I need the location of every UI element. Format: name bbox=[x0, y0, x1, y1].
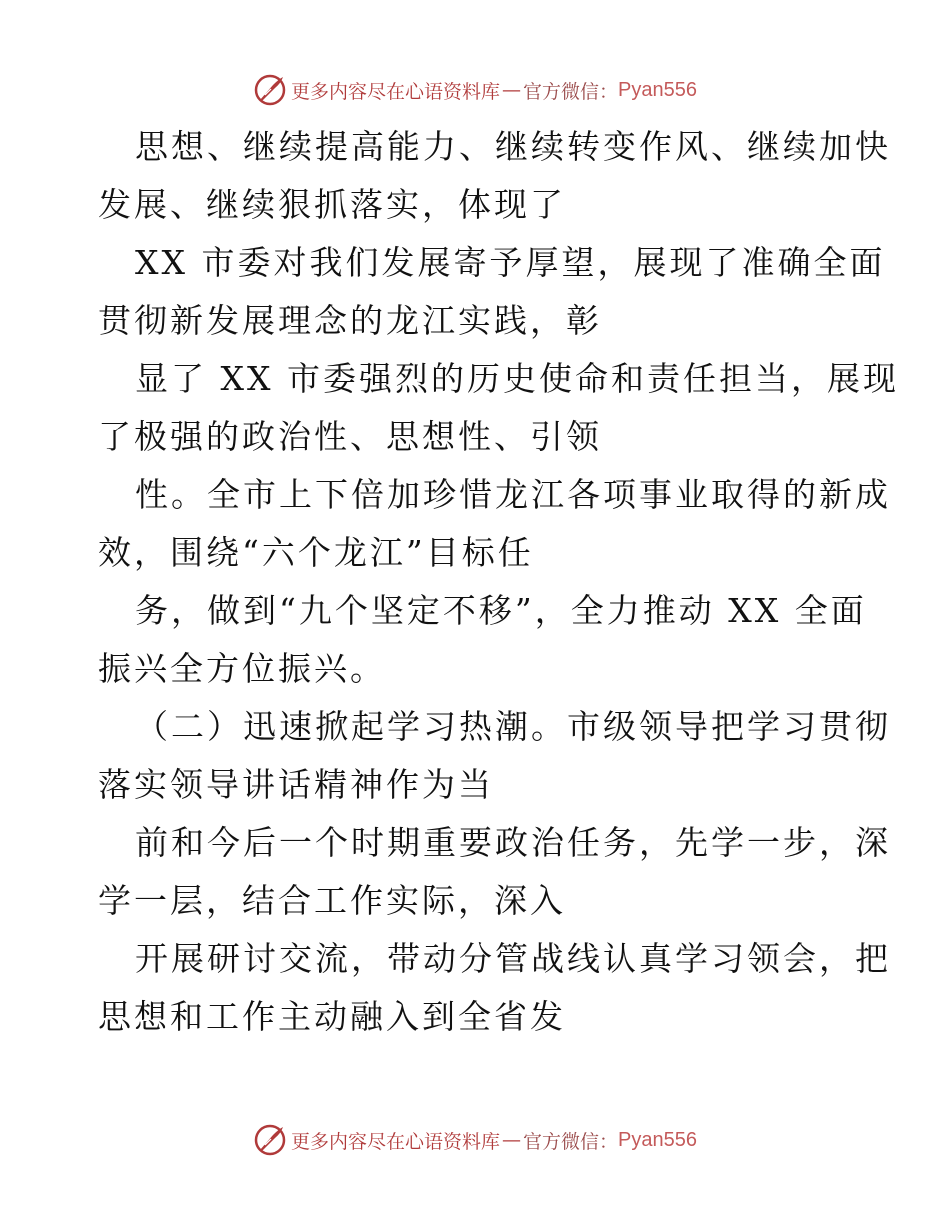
header-site-text: 更多内容尽在心语资料库 bbox=[291, 80, 501, 103]
body-line: 显了 XX 市委强烈的历史使命和责任担当，展现 bbox=[135, 359, 899, 398]
body-line: 发展、继续狠抓落实，体现了 bbox=[98, 185, 566, 224]
footer-wechat-label: 官方微信： bbox=[523, 1130, 619, 1153]
header-banner bbox=[0, 70, 950, 110]
body-line: 了极强的政治性、思想性、引领 bbox=[98, 417, 602, 456]
footer-wechat-id: Pyan556 bbox=[618, 1128, 697, 1151]
body-line: 思想、继续提高能力、继续转变作风、继续加快 bbox=[135, 127, 891, 166]
body-line: 务，做到“九个坚定不移”，全力推动 XX 全面 bbox=[135, 591, 867, 630]
header-wechat-id: Pyan556 bbox=[618, 78, 697, 101]
body-line: 学一层，结合工作实际，深入 bbox=[98, 881, 566, 920]
body-line: 开展研讨交流，带动分管战线认真学习领会，把 bbox=[135, 939, 891, 978]
footer-banner bbox=[0, 1120, 950, 1160]
quill-logo-icon bbox=[253, 1123, 287, 1157]
body-line: 振兴全方位振兴。 bbox=[98, 649, 386, 688]
body-line: XX 市委对我们发展寄予厚望，展现了准确全面 bbox=[135, 243, 886, 282]
body-line: 前和今后一个时期重要政治任务，先学一步，深 bbox=[135, 823, 891, 862]
body-line: 贯彻新发展理念的龙江实践，彰 bbox=[98, 301, 602, 340]
quill-logo-icon bbox=[253, 73, 287, 107]
document-body bbox=[98, 118, 899, 1046]
body-line: （二）迅速掀起学习热潮。市级领导把学习贯彻 bbox=[135, 707, 891, 746]
footer-separator: — bbox=[502, 1129, 522, 1151]
header-separator: — bbox=[502, 79, 522, 101]
body-line: 效，围绕“六个龙江”目标任 bbox=[98, 533, 534, 572]
body-line: 性。全市上下倍加珍惜龙江各项事业取得的新成 bbox=[135, 475, 891, 514]
body-line: 思想和工作主动融入到全省发 bbox=[98, 997, 566, 1036]
footer-site-text: 更多内容尽在心语资料库 bbox=[291, 1130, 501, 1153]
body-line: 落实领导讲话精神作为当 bbox=[98, 765, 494, 804]
header-wechat-label: 官方微信： bbox=[523, 80, 619, 103]
